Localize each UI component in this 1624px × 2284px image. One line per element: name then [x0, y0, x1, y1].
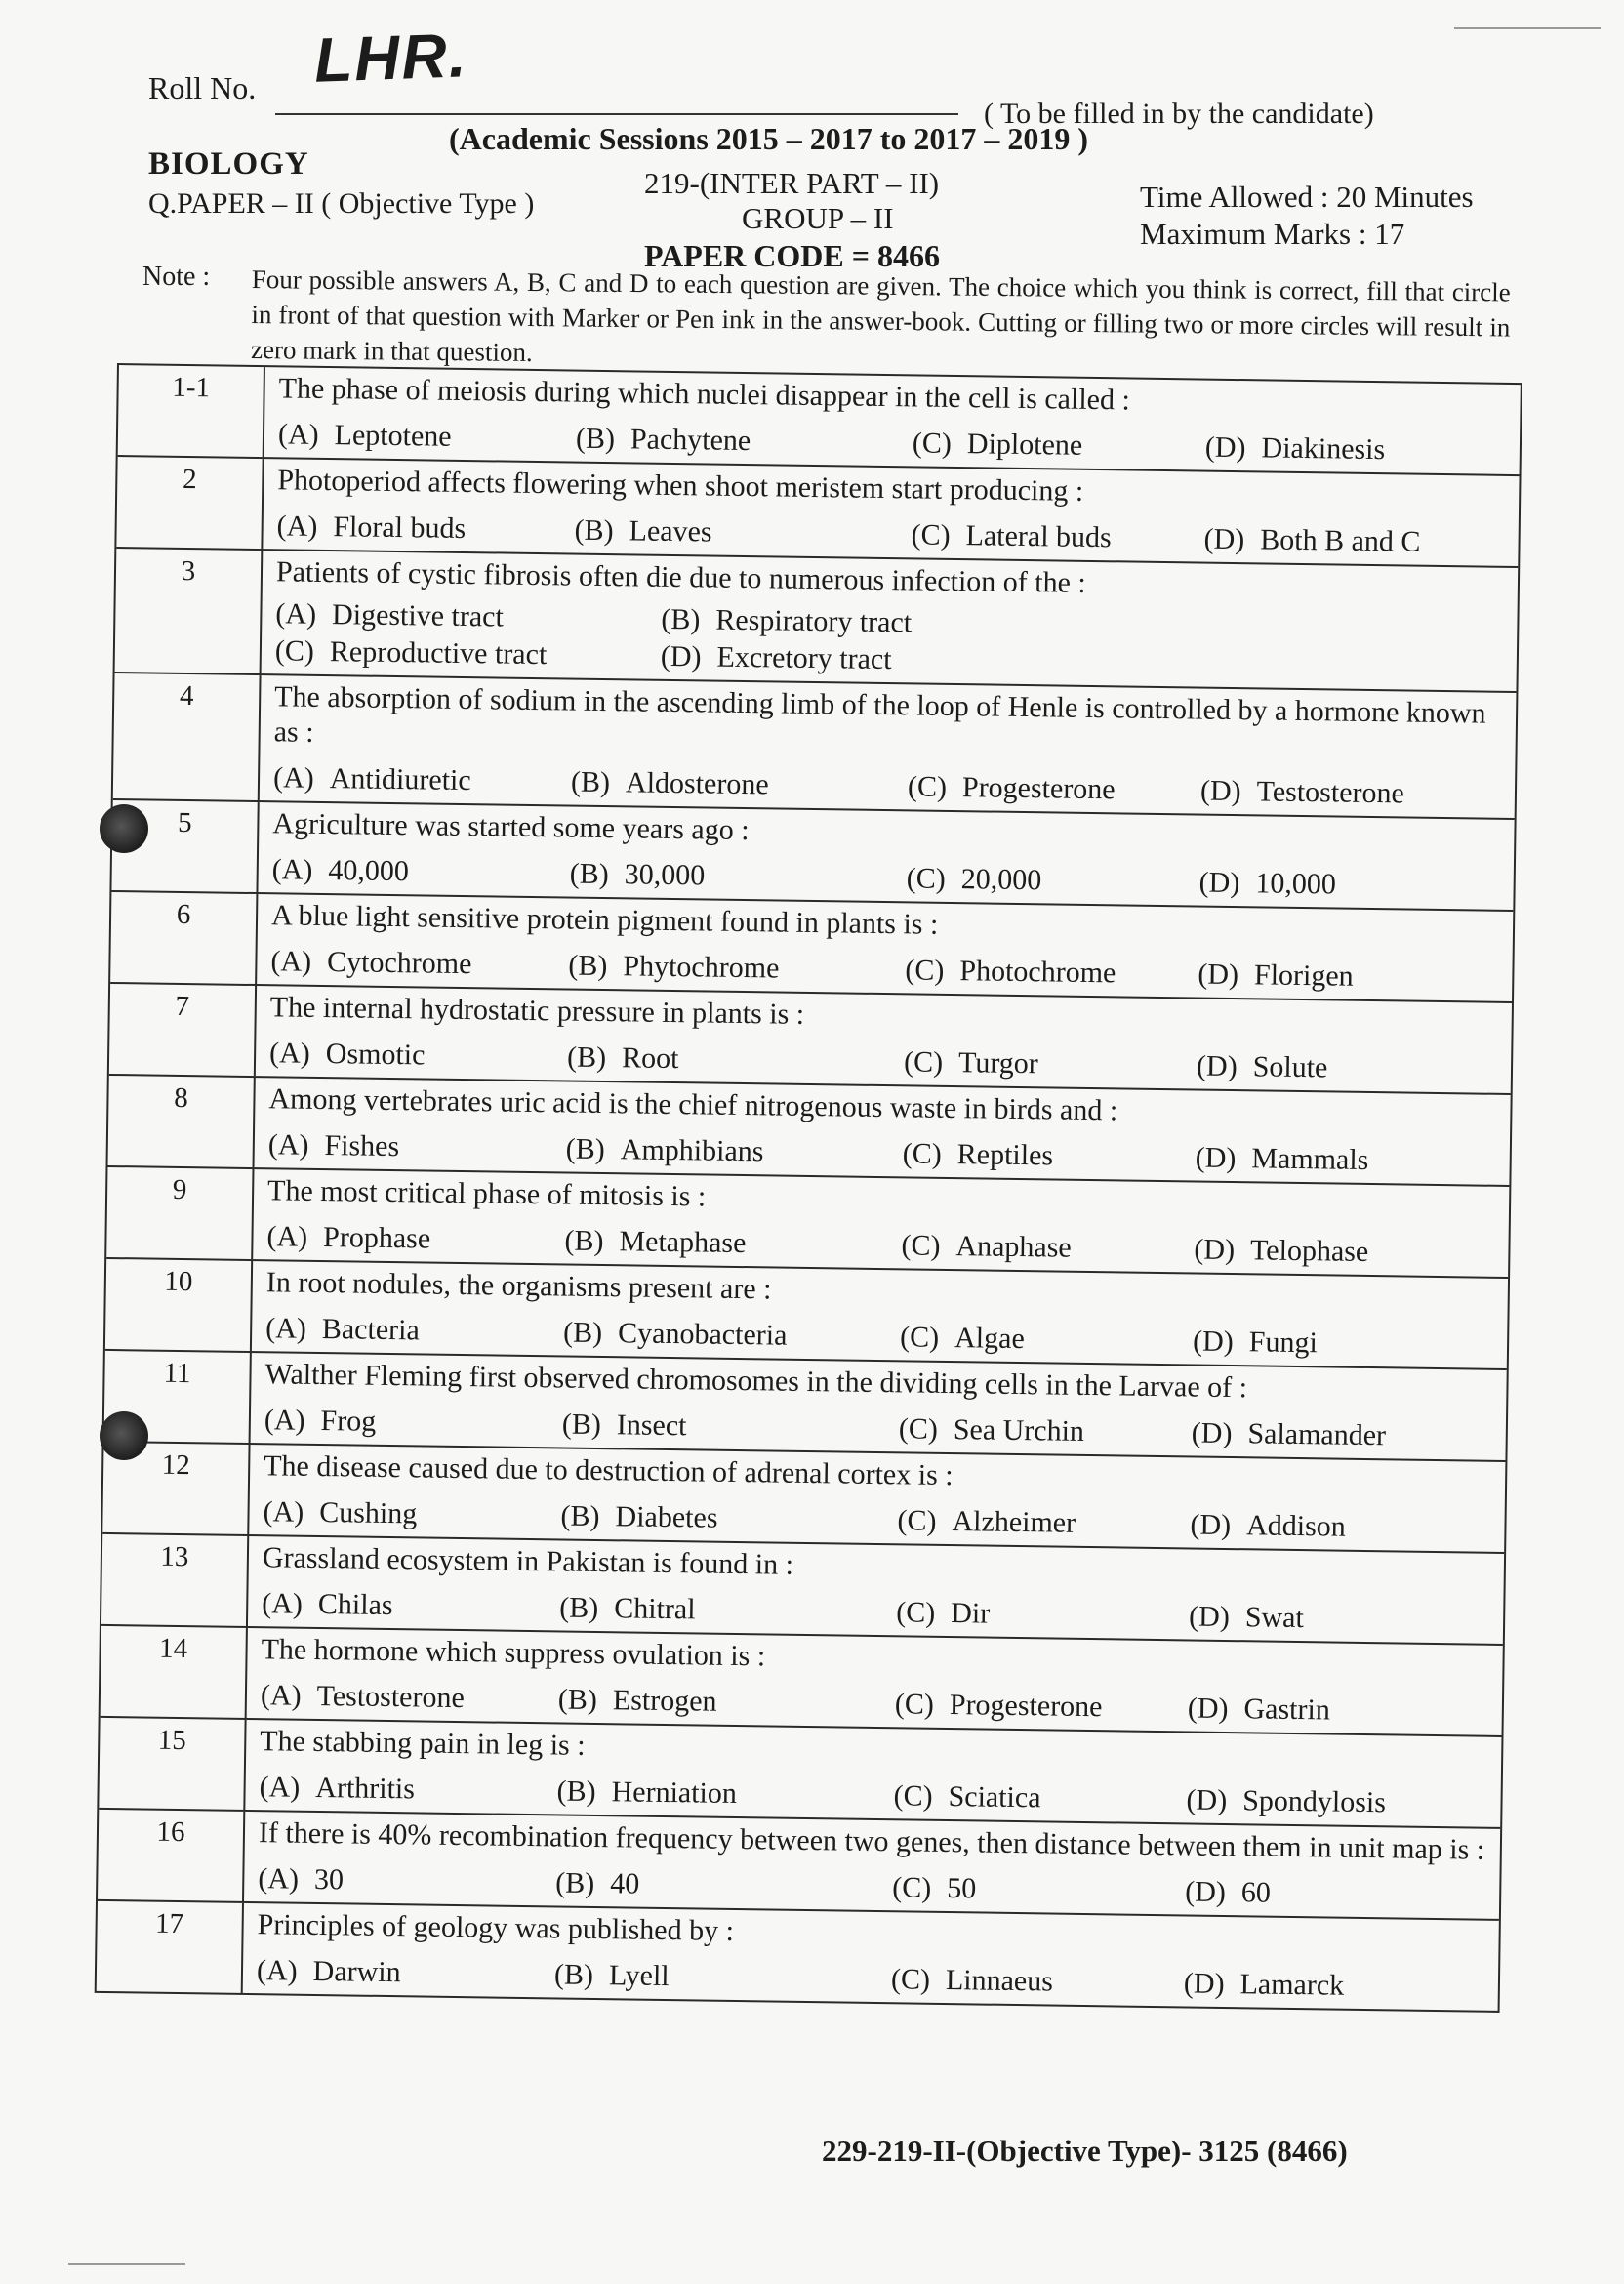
option-text: Florigen [1253, 958, 1354, 993]
question-text: Principles of geology was published by : [257, 1908, 735, 1947]
option-text: 50 [947, 1872, 977, 1905]
option-text: Arthritis [315, 1771, 416, 1806]
option-d [1186, 1781, 1386, 1821]
option-letter: (D) [1198, 866, 1240, 900]
option-text: Insect [616, 1408, 687, 1443]
option-text: Amphibians [620, 1133, 764, 1168]
option-letter: (C) [890, 1963, 931, 1996]
option-a [258, 1860, 556, 1901]
question-number: 9 [106, 1167, 254, 1259]
option-text: Diakinesis [1261, 431, 1386, 467]
option-text: Gastrin [1243, 1693, 1331, 1727]
option-letter: (D) [1198, 958, 1239, 992]
option-a [261, 1677, 559, 1718]
option-letter: (B) [575, 422, 616, 456]
question-text: Walther Fleming first observed chromosomes in the dividing cells in the Larvae of : [264, 1358, 1248, 1405]
option-text: Swat [1244, 1601, 1305, 1635]
option-c [897, 1502, 1191, 1543]
option-letter: (C) [897, 1504, 937, 1537]
option-letter: (B) [560, 1499, 600, 1533]
option-b [574, 512, 911, 554]
scan-edge-bottom [68, 2263, 185, 2265]
option-c [908, 768, 1201, 809]
option-text: 30 [313, 1862, 345, 1897]
option-letter: (C) [893, 1779, 933, 1813]
option-letter: (D) [1192, 1325, 1235, 1359]
option-letter: (B) [574, 513, 614, 548]
option-d [1195, 1140, 1368, 1179]
option-b [555, 1864, 892, 1906]
option-b [564, 1222, 901, 1264]
option-text: Both B and C [1260, 523, 1421, 558]
scan-edge-top [1454, 27, 1601, 29]
question-number: 10 [105, 1259, 253, 1351]
question-text: The most critical phase of mitosis is : [266, 1174, 707, 1213]
option-b [569, 856, 906, 898]
option-letter: (C) [906, 862, 946, 895]
option-text: Alzheimer [952, 1505, 1076, 1539]
option-a [269, 1035, 568, 1076]
option-letter: (D) [1190, 1508, 1232, 1542]
option-d [1185, 1873, 1271, 1911]
question-number: 12 [102, 1443, 250, 1534]
option-letter: (D) [1196, 1049, 1238, 1083]
option-letter: (B) [556, 1774, 596, 1808]
option-letter: (C) [901, 1229, 941, 1262]
option-a [257, 1952, 555, 1993]
option-letter: (B) [564, 1224, 604, 1258]
option-letter: (B) [569, 857, 609, 891]
option-d [1203, 521, 1420, 561]
option-letter: (D) [1194, 1233, 1236, 1267]
question-text: Agriculture was started some years ago : [272, 807, 750, 847]
option-a [273, 759, 572, 800]
option-d [1184, 1965, 1345, 2004]
question-number: 2 [116, 457, 264, 549]
option-text: Metaphase [619, 1225, 747, 1260]
question-row [113, 673, 1517, 820]
option-letter: (C) [903, 1045, 944, 1079]
option-text: Testosterone [1256, 775, 1405, 810]
fill-note: ( To be filled in by the candidate) [984, 98, 1374, 130]
option-letter: (C) [912, 427, 953, 460]
option-letter: (C) [905, 954, 945, 987]
question-text: The phase of meiosis during which nuclei disappear in the cell is called : [278, 372, 1131, 417]
option-b [560, 1497, 897, 1539]
question-text: Photoperiod affects flowering when shoot meristem start producing : [277, 464, 1084, 508]
option-a [275, 595, 661, 638]
option-c [902, 1135, 1196, 1176]
option-c [913, 425, 1206, 466]
option-text: Spondylosis [1241, 1784, 1387, 1819]
option-letter: (A) [276, 510, 318, 543]
options-list [275, 595, 1508, 687]
option-text: Bacteria [321, 1313, 421, 1347]
option-text: Leptotene [334, 419, 452, 453]
option-letter: (D) [1203, 522, 1245, 556]
option-letter: (B) [561, 1407, 602, 1442]
option-letter: (C) [894, 1688, 935, 1721]
option-text: Reproductive tract [329, 635, 548, 672]
option-a [278, 416, 577, 457]
option-b [563, 1314, 900, 1356]
question-text: The internal hydrostatic pressure in plants is : [269, 991, 805, 1031]
option-a [262, 1585, 560, 1626]
question-text: In root nodules, the organisms present are : [265, 1266, 772, 1306]
option-letter: (A) [268, 1037, 311, 1070]
note-text: Four possible answers A, B, C and D to each question are given. The choice which you think is correct, fill that circle in front of that question with Marker or Pen ink in the answer-book. Cutting or filling two or more circles will result in zero mark in that question. [250, 264, 1511, 368]
question-text: Among vertebrates uric acid is the chief nitrogenous waste in birds and : [268, 1082, 1118, 1127]
question-body [251, 1353, 1507, 1460]
option-text: Salamander [1247, 1417, 1387, 1452]
option-text: Dir [950, 1597, 991, 1630]
option-c [891, 1961, 1185, 2002]
question-body [243, 1903, 1499, 2011]
question-number: 6 [110, 892, 258, 984]
maximum-marks: Maximum Marks : 17 [1140, 217, 1405, 251]
option-letter: (B) [566, 1040, 607, 1075]
option-letter: (C) [902, 1137, 942, 1170]
option-letter: (A) [271, 853, 313, 886]
option-text: Frog [320, 1405, 377, 1438]
option-a [265, 1310, 564, 1351]
option-letter: (A) [277, 418, 319, 451]
option-text: Addison [1245, 1509, 1347, 1543]
option-letter: (D) [1195, 1141, 1237, 1175]
question-body [264, 367, 1521, 474]
option-text: Mammals [1251, 1142, 1369, 1176]
option-letter: (B) [557, 1683, 598, 1717]
option-letter: (A) [260, 1679, 302, 1712]
option-b [556, 1773, 893, 1815]
question-body [247, 1628, 1503, 1735]
option-d [1205, 429, 1386, 469]
option-d [1189, 1598, 1304, 1637]
question-number: 17 [97, 1901, 244, 1993]
question-text: Grassland ecosystem in Pakistan is found in : [262, 1541, 794, 1581]
option-a [264, 1402, 563, 1443]
option-text: Respiratory tract [715, 603, 913, 639]
option-d [661, 638, 1046, 681]
option-text: Digestive tract [331, 598, 505, 633]
option-letter: (D) [1188, 1600, 1231, 1634]
option-text: Floral buds [333, 510, 467, 546]
options-list [257, 1952, 1488, 2007]
option-letter: (C) [911, 518, 951, 551]
option-d [1190, 1506, 1346, 1545]
option-text: Linnaeus [945, 1964, 1054, 1998]
question-text: A blue light sensitive protein pigment found in plants is : [270, 899, 939, 941]
question-text: The disease caused due to destruction of adrenal cortex is : [264, 1449, 954, 1492]
option-letter: (B) [568, 949, 608, 983]
question-number: 7 [109, 984, 257, 1076]
option-text: Prophase [322, 1221, 431, 1255]
option-d [1192, 1414, 1387, 1454]
footer-code: 229-219-II-(Objective Type)- 3125 (8466) [822, 2134, 1348, 2168]
question-body [262, 551, 1519, 691]
question-number: 3 [115, 549, 264, 673]
option-letter: (B) [661, 602, 701, 636]
question-body [248, 1536, 1504, 1644]
option-b [566, 1131, 903, 1173]
option-a [263, 1493, 561, 1534]
question-body [260, 675, 1517, 818]
question-text: The absorption of sodium in the ascending limb of the loop of Henle is controlled by a hormone known as : [273, 680, 1486, 749]
question-body [244, 1812, 1500, 1919]
question-body [252, 1261, 1508, 1368]
option-c [895, 1686, 1189, 1727]
option-c [904, 1043, 1198, 1084]
option-letter: (C) [274, 634, 315, 668]
option-letter: (A) [264, 1312, 307, 1345]
option-letter: (A) [256, 1954, 298, 1987]
subject-title: BIOLOGY [148, 146, 309, 182]
question-text: If there is 40% recombination frequency between two genes, then distance between them in unit map is : [258, 1816, 1485, 1866]
option-d [1197, 1048, 1328, 1087]
roll-number-label: Roll No. [148, 70, 257, 105]
option-text: Herniation [611, 1775, 738, 1811]
question-text: The hormone which suppress ovulation is : [261, 1633, 766, 1673]
option-letter: (A) [266, 1220, 308, 1253]
option-letter: (B) [565, 1132, 606, 1166]
option-text: Cushing [319, 1496, 418, 1530]
option-d [1198, 957, 1354, 996]
option-letter: (D) [1204, 430, 1246, 465]
option-d [1193, 1323, 1318, 1362]
option-b [567, 1040, 904, 1081]
option-text: Chilas [317, 1588, 393, 1622]
option-text: 40 [610, 1867, 640, 1900]
note-label: Note : [142, 262, 211, 292]
question-body [253, 1169, 1509, 1277]
question-body [256, 986, 1512, 1093]
option-letter: (C) [899, 1321, 940, 1354]
option-text: Osmotic [325, 1038, 426, 1072]
option-letter: (C) [892, 1871, 932, 1904]
question-number: 1-1 [118, 365, 265, 457]
option-text: Diplotene [966, 428, 1083, 462]
option-letter: (B) [553, 1958, 594, 1991]
option-b [661, 601, 1046, 644]
option-b [558, 1681, 895, 1723]
option-b [554, 1956, 891, 1998]
option-text: Root [621, 1041, 679, 1076]
option-text: Excretory tract [716, 640, 892, 676]
academic-sessions: (Academic Sessions 2015 – 2017 to 2017 – 2019 ) [449, 121, 1089, 156]
option-d [1198, 865, 1336, 904]
option-a [259, 1769, 557, 1810]
question-number: 14 [101, 1626, 248, 1718]
option-c [900, 1319, 1194, 1360]
roll-number-handwritten: LHR. [312, 20, 469, 96]
option-text: Fishes [324, 1129, 400, 1163]
question-text: Patients of cystic fibrosis often die due to numerous infection of the : [275, 555, 1087, 599]
option-c [275, 632, 661, 675]
question-number: 4 [113, 673, 262, 800]
option-a [268, 1126, 567, 1167]
option-text: 10,000 [1255, 867, 1337, 901]
option-text: 30,000 [624, 858, 706, 892]
question-body [257, 894, 1513, 1001]
question-body [245, 1720, 1501, 1827]
option-text: 40,000 [328, 854, 410, 888]
option-text: Leaves [629, 514, 712, 549]
option-text: Algae [954, 1322, 1026, 1356]
option-text: 60 [1240, 1876, 1272, 1909]
option-letter: (A) [267, 1128, 309, 1162]
option-text: Testosterone [316, 1679, 466, 1715]
question-row [97, 1901, 1499, 2011]
option-text: Turgor [957, 1046, 1039, 1081]
question-body [263, 459, 1519, 566]
option-text: Diabetes [615, 1500, 718, 1534]
option-letter: (D) [1186, 1783, 1228, 1817]
option-text: Progesterone [961, 771, 1116, 806]
punch-hole-bottom [100, 1411, 148, 1460]
option-a [266, 1218, 565, 1259]
option-b [576, 421, 913, 463]
punch-hole-top [100, 804, 148, 853]
option-text: Telophase [1249, 1234, 1369, 1268]
option-text: Fungi [1248, 1326, 1319, 1360]
question-row [115, 549, 1519, 693]
question-body [249, 1445, 1505, 1552]
option-letter: (A) [264, 1404, 305, 1437]
option-text: Pachytene [629, 423, 751, 458]
option-letter: (D) [1187, 1692, 1229, 1726]
option-letter: (B) [562, 1316, 603, 1350]
option-text: Lamarck [1239, 1968, 1345, 2002]
option-c [901, 1227, 1195, 1268]
option-c [905, 952, 1198, 993]
option-letter: (A) [263, 1495, 304, 1529]
option-text: Progesterone [949, 1689, 1103, 1724]
option-letter: (D) [660, 639, 702, 673]
option-text: Darwin [312, 1954, 401, 1989]
option-c [911, 516, 1204, 557]
option-text: Antidiuretic [329, 762, 471, 797]
option-a [272, 851, 571, 892]
paper-code-line: 219-(INTER PART – II) [644, 166, 940, 200]
paper-type: Q.PAPER – II ( Objective Type ) [148, 187, 535, 220]
paper-code: PAPER CODE = 8466 [644, 238, 940, 273]
question-body [255, 1078, 1511, 1185]
option-text: Cyanobacteria [617, 1317, 788, 1352]
option-letter: (D) [1191, 1416, 1233, 1450]
option-c [896, 1594, 1190, 1635]
option-text: Sea Urchin [953, 1413, 1085, 1448]
option-c [906, 860, 1199, 901]
option-d [1188, 1690, 1331, 1729]
option-text: Sciatica [948, 1780, 1041, 1815]
question-number: 15 [99, 1718, 246, 1810]
option-c [899, 1410, 1193, 1451]
option-text: Reptiles [956, 1138, 1054, 1172]
option-text: Lyell [608, 1959, 670, 1993]
option-b [571, 764, 908, 806]
question-number: 8 [108, 1076, 256, 1167]
option-a [270, 943, 569, 984]
option-text: Lateral buds [965, 519, 1112, 554]
group-label: GROUP – II [742, 201, 894, 235]
option-b [568, 948, 905, 990]
option-b [562, 1406, 899, 1448]
option-letter: (A) [262, 1587, 304, 1620]
option-c [893, 1777, 1187, 1818]
option-a [276, 508, 575, 549]
option-letter: (D) [1183, 1967, 1225, 2001]
option-letter: (D) [1185, 1875, 1227, 1909]
time-allowed: Time Allowed : 20 Minutes [1140, 180, 1474, 214]
question-number: 11 [104, 1351, 252, 1443]
option-text: Anaphase [955, 1230, 1072, 1264]
option-letter: (D) [1199, 774, 1241, 808]
question-body [258, 802, 1514, 910]
option-letter: (A) [272, 761, 314, 795]
option-letter: (C) [907, 770, 948, 803]
option-letter: (B) [559, 1591, 599, 1625]
option-text: Solute [1252, 1050, 1328, 1084]
option-letter: (C) [895, 1596, 936, 1629]
option-text: Phytochrome [623, 950, 780, 985]
option-letter: (A) [275, 597, 317, 631]
option-letter: (B) [570, 765, 611, 799]
option-letter: (A) [270, 945, 312, 978]
roll-number-line [275, 113, 958, 115]
question-number: 13 [102, 1534, 249, 1626]
question-text: The stabbing pain in leg is : [260, 1725, 586, 1762]
option-text: Photochrome [959, 955, 1116, 990]
questions-table [95, 363, 1522, 2013]
option-text: 20,000 [960, 863, 1042, 897]
option-text: Aldosterone [625, 766, 769, 801]
option-letter: (B) [555, 1866, 595, 1899]
option-text: Estrogen [612, 1684, 717, 1718]
question-number: 5 [111, 800, 259, 892]
question-number: 16 [98, 1810, 245, 1901]
option-text: Chitral [614, 1592, 696, 1626]
option-c [892, 1869, 1186, 1910]
option-b [559, 1589, 896, 1631]
option-d [1194, 1231, 1368, 1270]
option-letter: (A) [259, 1771, 301, 1804]
option-letter: (A) [258, 1862, 300, 1896]
option-d [1200, 773, 1404, 813]
option-text: Cytochrome [326, 946, 472, 981]
option-letter: (C) [898, 1412, 939, 1446]
